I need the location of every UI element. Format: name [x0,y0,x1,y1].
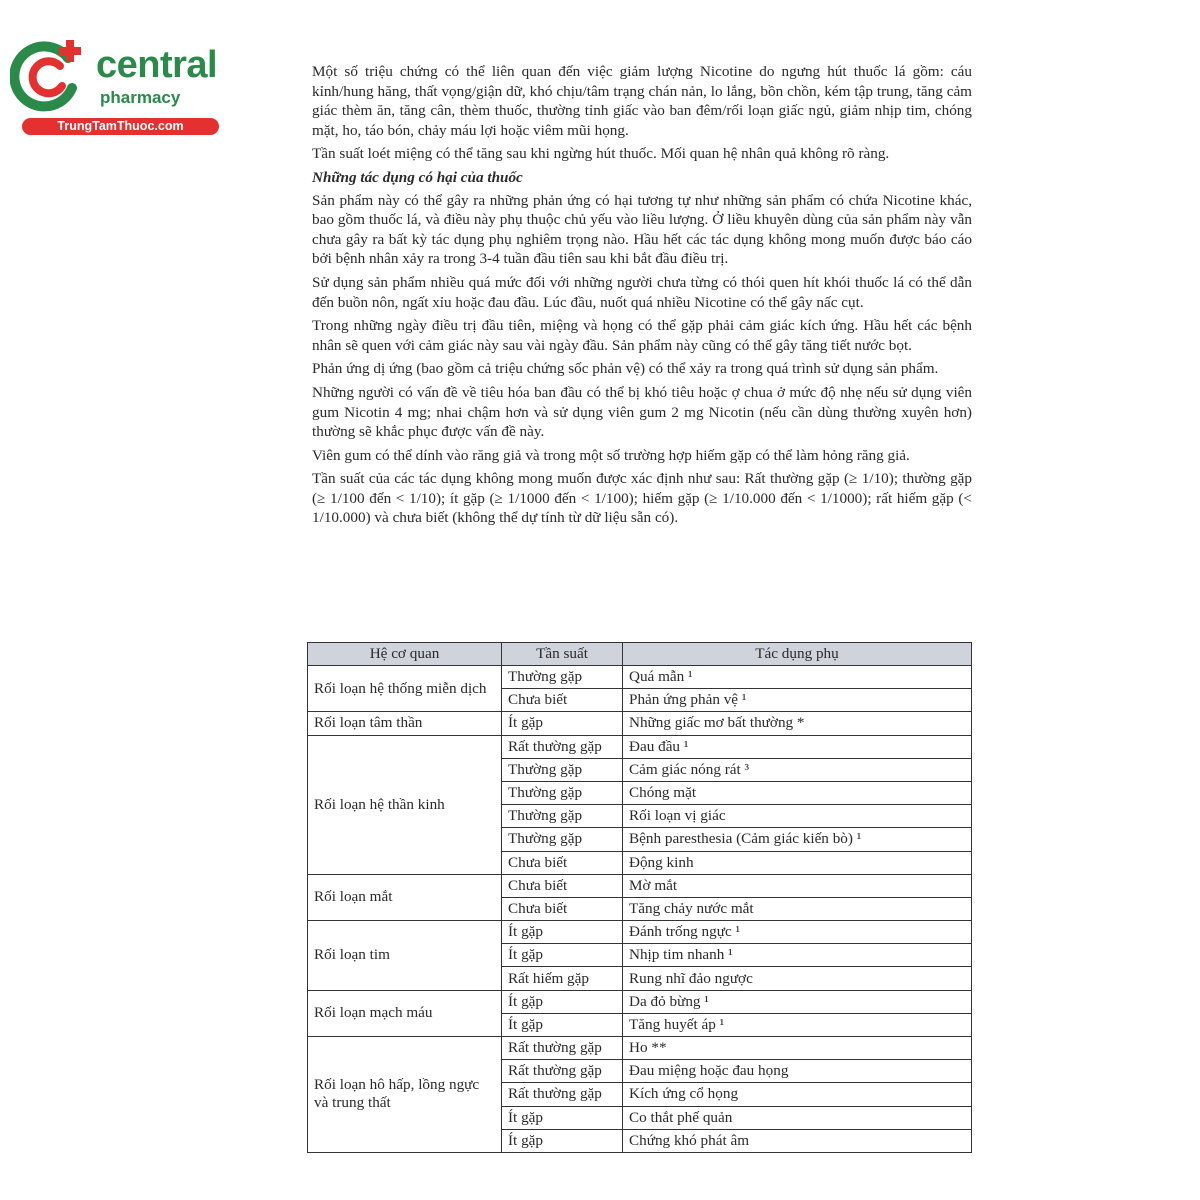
table-row [308,921,972,944]
effect-cell: Quá mẫn ¹ [623,666,972,689]
effect-cell: Chứng khó phát âm [623,1129,972,1152]
effect-cell: Cảm giác nóng rát ³ [623,758,972,781]
effect-cell: Chóng mặt [623,781,972,804]
frequency-cell: Ít gặp [502,1013,623,1036]
brand-subtitle: pharmacy [100,88,181,107]
frequency-cell: Chưa biết [502,689,623,712]
table-row [308,666,972,689]
table-row [308,1037,972,1060]
frequency-cell: Rất thường gặp [502,1060,623,1083]
paragraph-irritation: Trong những ngày điều trị đầu tiên, miệng và họng có thể gặp phải cảm giác kích ứng. Hầu hết các bệnh nhân sẽ quen với cảm giác này sau vài ngày đầu. Sản phẩm này cũng có thể gây tăng tiết nước bọt. [312,317,972,354]
effect-cell: Kích ứng cổ họng [623,1083,972,1106]
pharmacy-cross-icon [10,36,90,116]
paragraph-withdrawal-symptoms: Một số triệu chứng có thể liên quan đến việc giảm lượng Nicotine do ngưng hút thuốc lá gồm: cáu kỉnh/hung hăng, thất vọng/giận dữ, khó chịu/tâm trạng chán nản, lo lắng, bồn chồn, kém tập trung, tăng cảm giác thèm ăn, tăng cân, thèm thuốc, thường tỉnh giấc vào ban đêm/rối loạn giấc ngủ, giảm nhịp tim, chóng mặt, ho, táo bón, chảy máu lợi hoặc viêm mũi họng. [312,63,972,139]
effect-cell: Những giấc mơ bất thường * [623,712,972,735]
table-row [308,990,972,1013]
effect-cell: Co thắt phế quản [623,1106,972,1129]
frequency-cell: Thường gặp [502,781,623,804]
effect-cell: Mờ mắt [623,874,972,897]
column-header-organ: Hệ cơ quan [308,643,502,666]
effect-cell: Rối loạn vị giác [623,805,972,828]
organ-system-cell: Rối loạn hệ thần kinh [308,735,502,874]
brand-name: central [96,44,218,86]
frequency-cell: Ít gặp [502,944,623,967]
frequency-cell: Rất hiếm gặp [502,967,623,990]
column-header-effect: Tác dụng phụ [623,643,972,666]
frequency-cell: Ít gặp [502,1106,623,1129]
effect-cell: Phản ứng phản vệ ¹ [623,689,972,712]
brand-url-badge: TrungTamThuoc.com [22,118,219,135]
frequency-cell: Thường gặp [502,805,623,828]
organ-system-cell: Rối loạn mạch máu [308,990,502,1036]
organ-system-cell: Rối loạn tâm thần [308,712,502,735]
frequency-cell: Rất thường gặp [502,1037,623,1060]
effect-cell: Đau đầu ¹ [623,735,972,758]
frequency-cell: Thường gặp [502,758,623,781]
paragraph-mouth-ulcer: Tần suất loét miệng có thể tăng sau khi ngừng hút thuốc. Mối quan hệ nhân quả không rõ ràng. [312,145,890,163]
effect-cell: Da đỏ bừng ¹ [623,990,972,1013]
organ-system-cell: Rối loạn mắt [308,874,502,920]
table-row [308,874,972,897]
frequency-cell: Thường gặp [502,828,623,851]
document-body [312,62,972,532]
paragraph-digestion: Những người có vấn đề về tiêu hóa ban đầu có thể bị khó tiêu hoặc ợ chua ở mức độ nhẹ nếu sử dụng viên gum Nicotin 4 mg; nhai chậm hơn và sử dụng viên gum 2 mg Nicotin (nếu cần dùng thường xuyên hơn) thường sẽ khắc phục được vấn đề này. [312,383,972,441]
section-heading-adverse-effects: Những tác dụng có hại của thuốc [312,168,523,186]
table-header-row [308,643,972,666]
adverse-effects-table [307,642,972,1153]
paragraph-allergy: Phản ứng dị ứng (bao gồm cả triệu chứng sốc phản vệ) có thể xảy ra trong quá trình sử dụng sản phẩm. [312,360,939,378]
frequency-cell: Chưa biết [502,851,623,874]
frequency-cell: Ít gặp [502,1129,623,1152]
paragraph-dentures: Viên gum có thể dính vào răng giả và trong một số trường hợp hiếm gặp có thể làm hỏng răng giả. [312,446,910,464]
organ-system-cell: Rối loạn hệ thống miễn dịch [308,666,502,712]
margin-stamp [1006,510,1022,660]
effect-cell: Bệnh paresthesia (Cảm giác kiến bò) ¹ [623,828,972,851]
frequency-cell: Rất thường gặp [502,1083,623,1106]
frequency-cell: Rất thường gặp [502,735,623,758]
paragraph-frequency-definition: Tần suất của các tác dụng không mong muốn được xác định như sau: Rất thường gặp (≥ 1/10); thường gặp (≥ 1/100 đến < 1/10); ít gặp (≥ 1/1000 đến < 1/100); hiếm gặp (≥ 1/10.000 đến < 1/1000); rất hiếm gặp (< 1/10.000) và chưa biết (không thể dự tính từ dữ liệu sẵn có). [312,470,972,527]
table-row [308,712,972,735]
effect-cell: Ho ** [623,1037,972,1060]
frequency-cell: Thường gặp [502,666,623,689]
effect-cell: Rung nhĩ đảo ngược [623,967,972,990]
paragraph-adverse-overview: Sản phẩm này có thể gây ra những phản ứng có hại tương tự như những sản phẩm có chứa Nicotine khác, bao gồm thuốc lá, và điều này phụ thuộc chủ yếu vào liều lượng. Ở liều khuyên dùng của sản phẩm này vẫn chưa gây ra bất kỳ tác dụng phụ nghiêm trọng nào. Hầu hết các tác dụng không mong muốn được báo cáo bởi bệnh nhân xảy ra trong 3-4 tuần đầu tiên sau khi bắt đầu điều trị. [312,191,972,268]
column-header-frequency: Tần suất [502,643,623,666]
effect-cell: Động kinh [623,851,972,874]
effect-cell: Nhịp tim nhanh ¹ [623,944,972,967]
frequency-cell: Ít gặp [502,990,623,1013]
brand-logo [10,36,218,136]
effect-cell: Tăng huyết áp ¹ [623,1013,972,1036]
frequency-cell: Ít gặp [502,712,623,735]
organ-system-cell: Rối loạn hô hấp, lồng ngực và trung thất [308,1037,502,1153]
paragraph-overuse: Sử dụng sản phẩm nhiều quá mức đối với những người chưa từng có thói quen hít khói thuốc lá có thể dẫn đến buồn nôn, ngất xỉu hoặc đau đầu. Lúc đầu, nuốt quá nhiều Nicotine có thể gây nấc cụt. [312,273,972,311]
frequency-cell: Chưa biết [502,874,623,897]
effect-cell: Đau miệng hoặc đau họng [623,1060,972,1083]
effect-cell: Đánh trống ngực ¹ [623,921,972,944]
frequency-cell: Chưa biết [502,897,623,920]
frequency-cell: Ít gặp [502,921,623,944]
effect-cell: Tăng chảy nước mắt [623,897,972,920]
organ-system-cell: Rối loạn tim [308,921,502,991]
table-row [308,735,972,758]
